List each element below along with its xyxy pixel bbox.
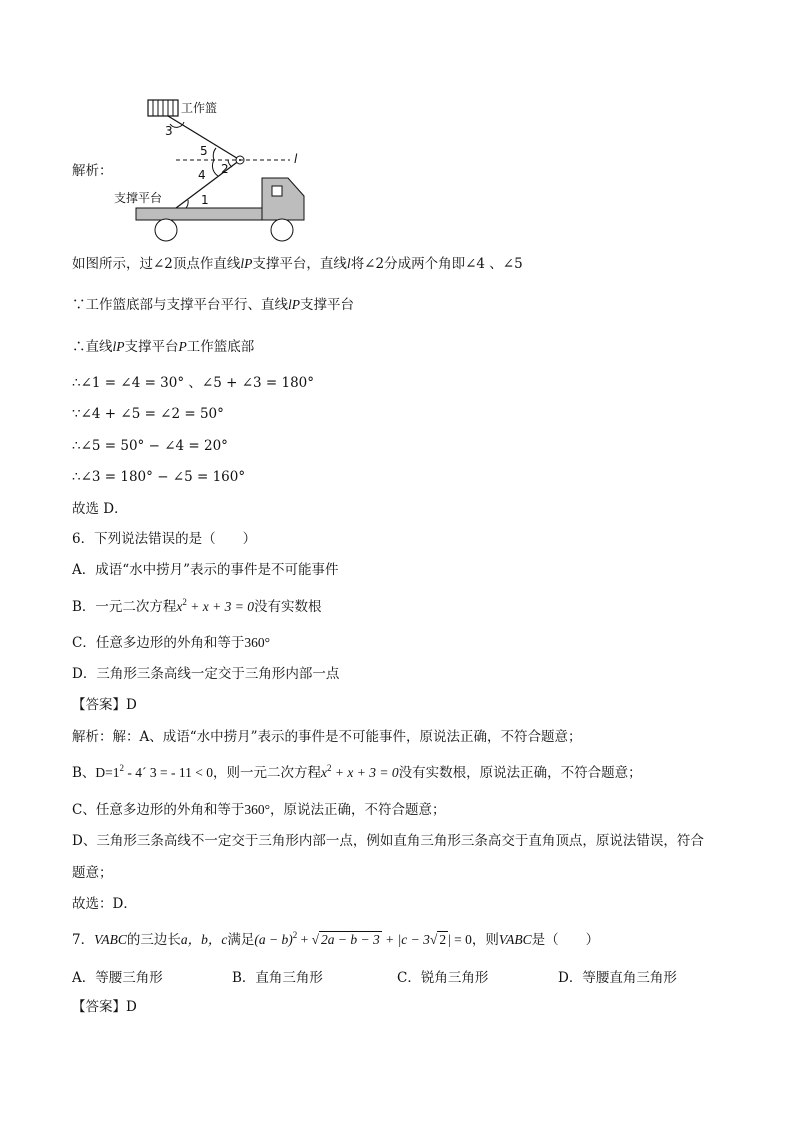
q6-explanation-d1: D、三角形三条高线不一定交于三角形内部一点，例如直角三角形三条高交于直角顶点，原说法错误，符合 — [72, 833, 704, 849]
sol5-line5: ∵∠4 + ∠5 = ∠2 = 50° — [72, 406, 224, 422]
platform-bed — [136, 208, 262, 220]
q6-explanation-d2: 题意； — [72, 865, 113, 881]
wheel-right — [271, 219, 293, 241]
basket-icon — [148, 100, 178, 116]
q7-answer: 【答案】D — [72, 999, 137, 1015]
q6-conclusion: 故选：D． — [72, 896, 137, 912]
angle-5-label: 5 — [200, 144, 208, 158]
q7-option-d: D．等腰直角三角形 — [558, 970, 677, 986]
angle-4-label: 4 — [198, 168, 206, 182]
sol5-line7: ∴∠3 = 180° − ∠5 = 160° — [72, 469, 246, 485]
label-line-l: l — [294, 152, 298, 166]
angle-1-label: 1 — [201, 193, 209, 207]
sol5-line6: ∴∠5 = 50° − ∠4 = 20° — [72, 438, 228, 454]
q6-explanation-b: B、$D=1^2$ - 4´ 3 = - 11 < 0，则一元二次方程$x^2 + x + 3 = 0$没有实数根，原说法正确，不符合题意； — [72, 763, 642, 781]
q6-answer: 【答案】D — [72, 697, 137, 713]
q7-option-b: B．直角三角形 — [232, 970, 323, 986]
sol5-line2: ∵工作篮底部与支撑平台平行、直线lP支撑平台 — [72, 297, 355, 313]
truck-cab — [262, 178, 304, 220]
label-platform: 支撑平台 — [114, 191, 163, 205]
q6-option-c: C．任意多边形的外角和等于360° — [72, 635, 270, 651]
angle-3-label: 3 — [165, 124, 173, 138]
q7-stem: 7．VABC的三边长a，b，c满足$(a - b)^2$ + √ 2a − b − 3 + |c − 3√ 2 | = 0，则VABC是（ ） — [72, 930, 600, 948]
q6-explanation-c: C、任意多边形的外角和等于360°，原说法正确，不符合题意； — [72, 802, 446, 818]
q6-option-b: B．一元二次方程$x^2 + x + 3 = 0$没有实数根 — [72, 597, 322, 615]
q7-options — [72, 966, 712, 984]
q6-explanation-a: 解析：解：A、成语“水中捞月”表示的事件是不可能事件，原说法正确，不符合题意； — [72, 729, 582, 745]
sol5-line4: ∴∠1 = ∠4 = 30° 、∠5 + ∠3 = 180° — [72, 375, 315, 391]
sol5-line3: ∴直线lP支撑平台P工作篮底部 — [72, 339, 255, 355]
cab-window — [272, 186, 282, 196]
q6-option-a: A．成语“水中捞月”表示的事件是不可能事件 — [72, 562, 339, 578]
truck-geometry-figure — [114, 92, 328, 244]
q7-option-a: A．等腰三角形 — [72, 970, 163, 986]
q7-option-c: C．锐角三角形 — [397, 970, 489, 986]
angle-2-label: 2 — [221, 162, 229, 176]
sol5-conclusion: 故选 D． — [72, 501, 128, 517]
label-basket: 工作篮 — [181, 101, 218, 115]
wheel-left — [155, 219, 177, 241]
sol5-line1: 如图所示，过∠2顶点作直线lP支撑平台，直线l将∠2分成两个角即∠4 、∠5 — [72, 256, 523, 272]
q6-option-d: D．三角形三条高线一定交于三角形内部一点 — [72, 666, 340, 682]
q6-stem: 6．下列说法错误的是（ ） — [72, 531, 257, 547]
analysis-label: 解析： — [72, 163, 113, 179]
